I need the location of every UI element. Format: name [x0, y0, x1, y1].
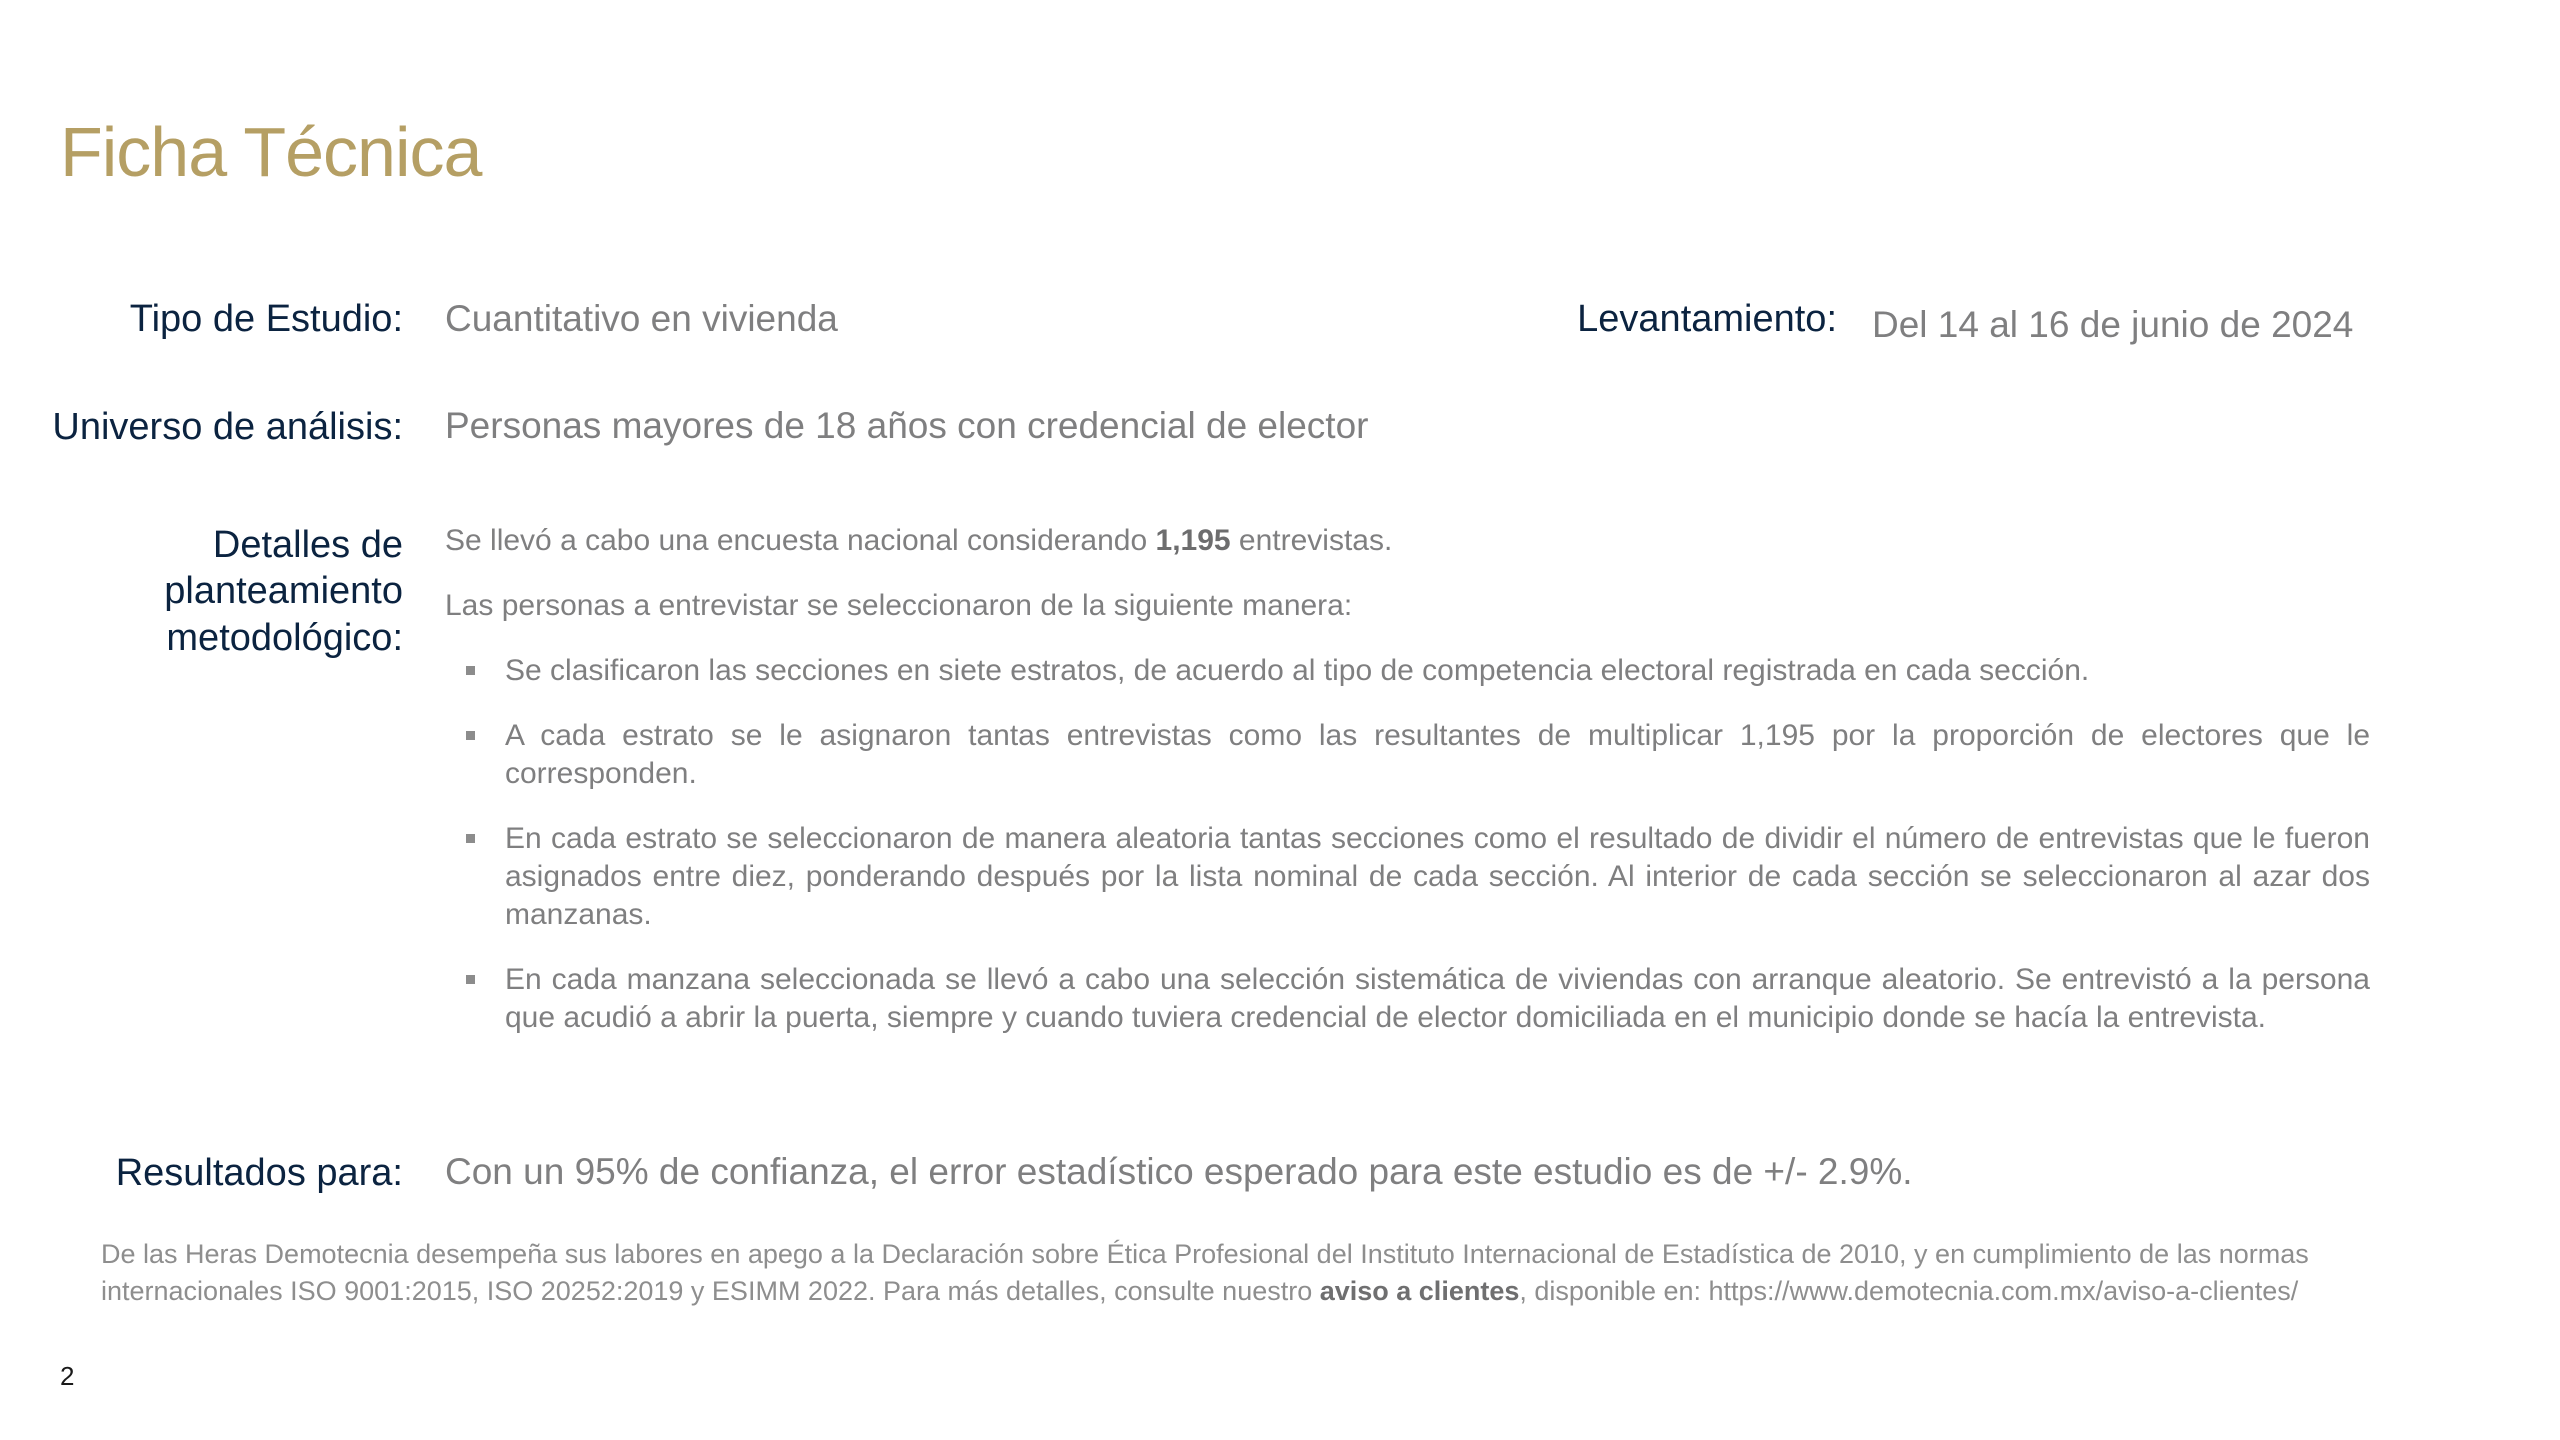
page-number: 2 [60, 1361, 75, 1391]
list-item-text: A cada estrato se le asignaron tantas entrevistas como las resultantes de multiplicar 1,195 por la proporción de electores que le corresponden. [505, 719, 2370, 790]
square-bullet-icon [466, 666, 475, 675]
list-item [445, 652, 2370, 690]
detalles-content [445, 522, 2370, 1064]
selection-text: Las personas a entrevistar se seleccionaron de la siguiente manera: [445, 589, 1353, 622]
square-bullet-icon [466, 731, 475, 740]
list-item-text: En cada manzana seleccionada se llevó a cabo una selección sistemática de viviendas con arranque aleatorio. Se entrevistó a la persona que acudió a abrir la puerta, siempre y cuando tuviera credencial de elector domiciliada en el municipio donde se hacía la entrevista. [505, 963, 2370, 1034]
detalles-label-line: Detalles de [212, 524, 403, 566]
footer-text-before: De las Heras Demotecnia desempeña sus labores en apego a la Declaración sobre Ética Profesional del Instituto Internacional de Estadística de 2010, y en cumplimiento de las normas internacionales ISO 9001:2015, ISO 20252:2019 y ESIMM 2022. Para más detalles, consulte nuestro [101, 1239, 2309, 1306]
detalles-label [164, 522, 403, 661]
list-item [445, 717, 2370, 793]
list-item [445, 961, 2370, 1037]
list-item-text: En cada estrato se seleccionaron de manera aleatoria tantas secciones como el resultado de dividir el número de entrevistas que le fueron asignados entre diez, ponderando después por la lista nominal de cada sección. Al interior de cada sección se seleccionaron al azar dos manzanas. [505, 822, 2370, 931]
aviso-clientes-link[interactable]: aviso a clientes [1319, 1276, 1520, 1306]
square-bullet-icon [466, 834, 475, 843]
levantamiento-value: Del 14 al 16 de junio de 2024 [1872, 304, 2354, 345]
list-item-text: Se clasificaron las secciones en siete estratos, de acuerdo al tipo de competencia electoral registrada en cada sección. [505, 654, 2090, 687]
tipo-estudio-label: Tipo de Estudio: [129, 298, 403, 340]
tipo-estudio-value: Cuantitativo en vivienda [445, 298, 838, 339]
resultados-label: Resultados para: [115, 1152, 403, 1194]
method-list [445, 652, 2370, 1037]
intro-prefix: Se llevó a cabo una encuesta nacional considerando [445, 524, 1156, 557]
levantamiento-label: Levantamiento: [1577, 298, 1837, 340]
intro-suffix: entrevistas. [1230, 524, 1393, 557]
detalles-intro [445, 522, 2370, 560]
page-title: Ficha Técnica [60, 113, 482, 191]
universo-value: Personas mayores de 18 años con credencial de elector [445, 405, 1369, 446]
footer-note [101, 1236, 2461, 1310]
square-bullet-icon [466, 975, 475, 984]
interview-count: 1,195 [1155, 524, 1231, 557]
detalles-label-line: planteamiento [164, 570, 403, 613]
list-item [445, 820, 2370, 934]
universo-label: Universo de análisis: [52, 406, 403, 448]
detalles-label-line: metodológico: [166, 616, 403, 659]
footer-text-after: , disponible en: https://www.demotecnia.com.mx/aviso-a-clientes/ [1519, 1276, 2299, 1306]
resultados-value: Con un 95% de confianza, el error estadístico esperado para este estudio es de +/- 2.9%. [445, 1151, 1913, 1192]
